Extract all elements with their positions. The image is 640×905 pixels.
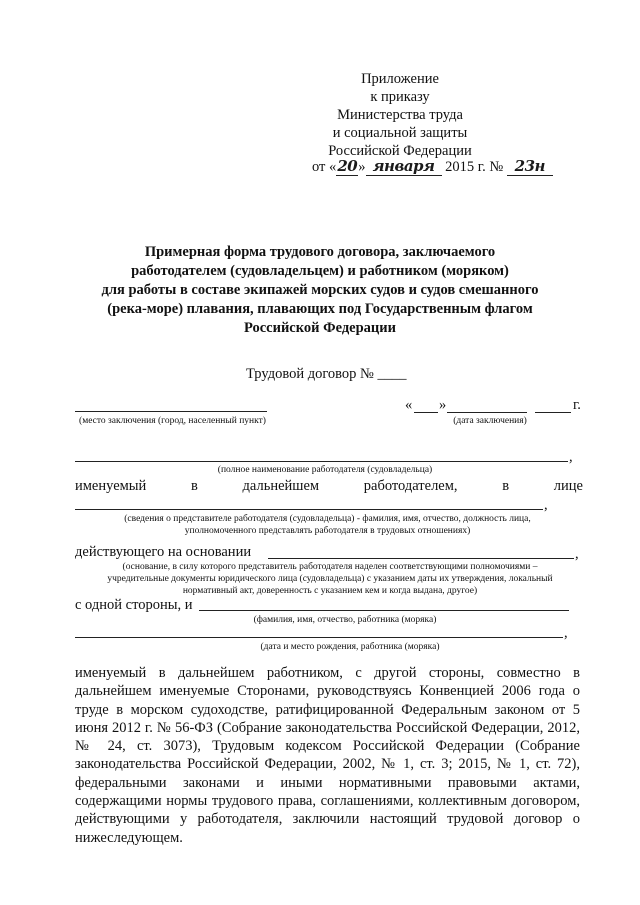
- annex-date-mid: »: [358, 159, 366, 175]
- acting-basis-field-line: [268, 558, 574, 559]
- annex-date-line: [312, 157, 553, 177]
- acting-basis-comma: ,: [575, 546, 579, 562]
- one-side-label: с одной стороны, и: [75, 597, 193, 613]
- basis-caption-line: нормативный акт, доверенность с указанием кем и когда выдана, другое): [182, 586, 478, 596]
- employer-field-line: [75, 461, 568, 462]
- named-word: работодателем,: [363, 478, 458, 494]
- date-caption: (дата заключения): [453, 416, 527, 426]
- representative-caption-line: (сведения о представителе работодателя (судовладельца) - фамилия, имя, отчество, должность лица,: [124, 514, 531, 524]
- date-open-quote: «: [405, 397, 413, 413]
- title-line: (река-море) плавания, плавающих под Государственным флагом: [107, 301, 533, 317]
- annex-date-month: января: [366, 157, 442, 176]
- annex-line: Министерства труда: [337, 107, 463, 123]
- annex-line: Российской Федерации: [328, 143, 472, 159]
- title-line: работодателем (судовладельцем) и работником (моряком): [131, 263, 509, 279]
- seaman-birth-caption: (дата и место рождения, работника (моряка): [260, 642, 440, 652]
- place-caption: (место заключения (город, населенный пункт): [79, 416, 266, 426]
- annex-line: к приказу: [370, 89, 430, 105]
- named-word: именуемый: [75, 478, 147, 494]
- annex-block: [290, 70, 510, 160]
- representative-field-comma: ,: [544, 497, 548, 513]
- representative-caption: [75, 513, 580, 537]
- seaman-name-field-line: [199, 610, 569, 611]
- representative-field-line: [75, 509, 543, 510]
- annex-line: Приложение: [361, 71, 439, 87]
- basis-caption-line: учредительные документы юридического лица (судовладельца) с указанием даты их утверждения, локальный: [107, 574, 553, 584]
- annex-date-day: 20: [337, 157, 358, 175]
- seaman-name-caption: (фамилия, имя, отчество, работника (моряка): [253, 615, 437, 625]
- seaman-birth-comma: ,: [564, 625, 568, 641]
- employer-field-comma: ,: [569, 449, 573, 465]
- annex-line: и социальной защиты: [332, 125, 468, 141]
- contract-heading: Трудовой договор № ____: [246, 366, 407, 382]
- date-month-line: [447, 412, 527, 413]
- title-line: для работы в составе экипажей морских судов и судов смешанного: [101, 282, 539, 298]
- title-line: Примерная форма трудового договора, заключаемого: [144, 244, 496, 260]
- date-year-suffix: г.: [573, 397, 581, 413]
- place-field-line: [75, 411, 267, 412]
- title-line: Российской Федерации: [243, 320, 396, 336]
- named-word: дальнейшем: [242, 478, 320, 494]
- named-word: в: [191, 478, 198, 494]
- date-day-line: [414, 412, 438, 413]
- seaman-birth-field-line: [75, 637, 563, 638]
- date-close-quote: »: [439, 397, 447, 413]
- employer-named-line: [75, 478, 583, 495]
- representative-caption-line: уполномоченного представлять работодателя в трудовых отношениях): [184, 526, 471, 536]
- body-paragraph: именуемый в дальнейшем работником, с другой стороны, совместно в дальнейшем именуемые Сторонами, руководствуясь Конвенцией 2006 года о труде в морском судоходстве, ратифицированной Федеральным законом от 5 июня 2012 г. № 56-ФЗ (Собрание законодательства Российской Федерации, 2012, № 24, ст. 3073), Трудовым кодексом Российской Федерации (Собрание законодательства Российской Федерации, 2002, № 1, ст. 3; 2015, № 1, ст. 72), федеральными законами и иными нормативными правовыми актами, содержащими нормы трудового права, соглашениями, коллективным договором, действующими у работодателя, заключили настоящий трудовой договор о нижеследующем.: [75, 665, 580, 846]
- acting-basis-label: действующего на основании: [75, 544, 252, 560]
- named-word: лице: [553, 478, 583, 494]
- basis-caption: [75, 561, 585, 597]
- date-year-line: [535, 412, 571, 413]
- document-title: [60, 243, 580, 338]
- employer-caption: (полное наименование работодателя (судовладельца): [217, 465, 433, 475]
- annex-date-year: 2015 г. №: [445, 159, 504, 175]
- annex-date-prefix: от «: [312, 159, 337, 175]
- conclusion-date-template: [405, 397, 585, 413]
- basis-caption-line: (основание, в силу которого представитель работодателя наделен соответствующими полномочиями –: [122, 562, 538, 572]
- named-word: в: [502, 478, 510, 494]
- annex-date-number: 23н: [507, 157, 553, 176]
